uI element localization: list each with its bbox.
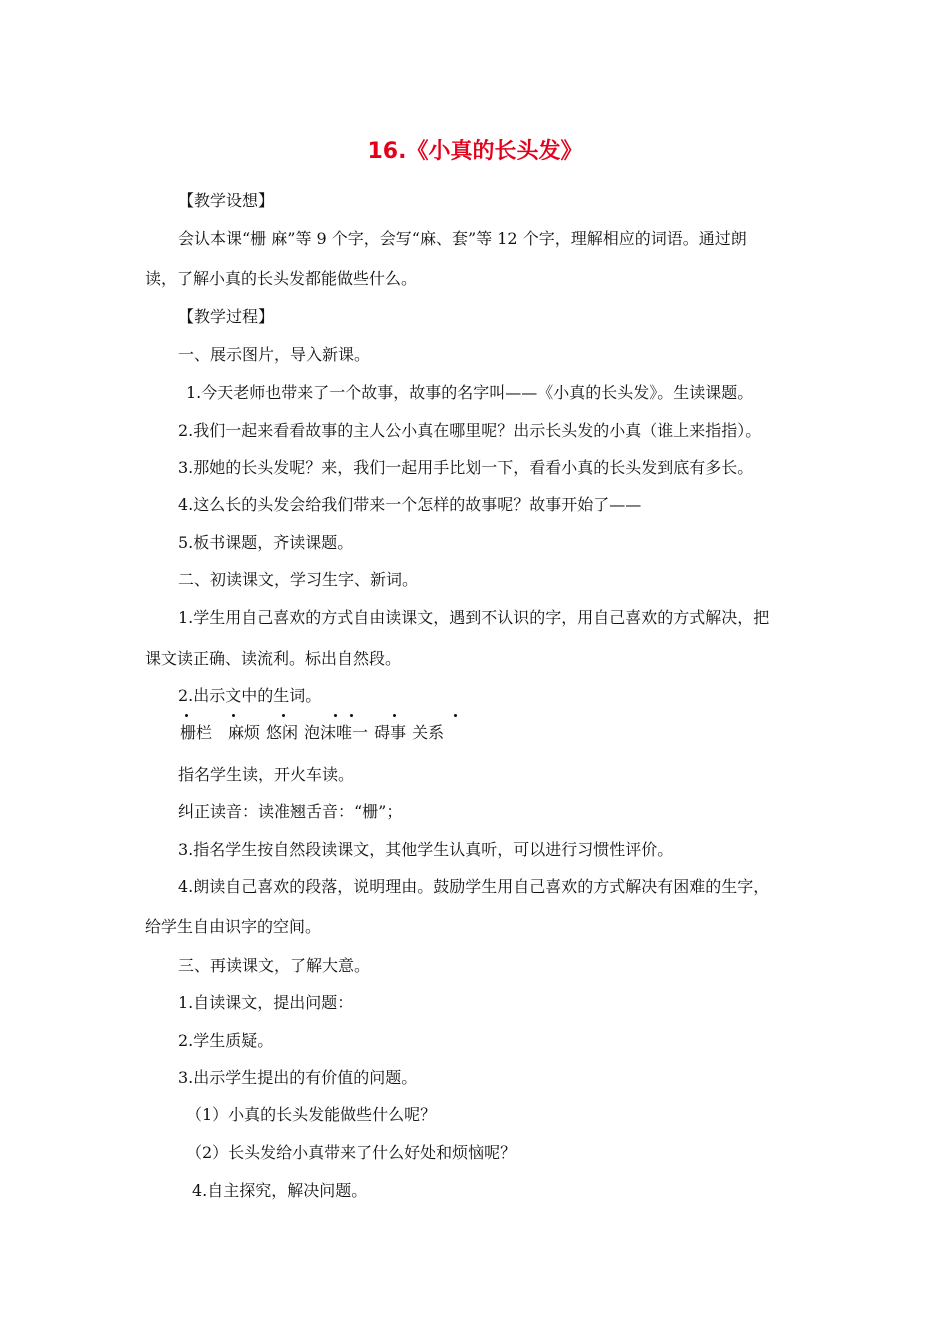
emphasis-dot [185, 714, 188, 717]
paragraph-line: 读，了解小真的长头发都能做些什么。 [145, 269, 418, 288]
list-item: 2.学生质疑。 [178, 1031, 274, 1050]
emphasis-dot [282, 714, 285, 717]
emphasis-dot [350, 714, 353, 717]
list-item: 3.指名学生按自然段读课文，其他学生认真听，可以进行习惯性评价。 [178, 840, 674, 859]
emphasis-dot [334, 714, 337, 717]
list-item: 1.自读课文，提出问题： [178, 993, 354, 1012]
vocab-word: 麻烦 [228, 723, 261, 742]
process-heading: 【教学过程】 [178, 307, 275, 326]
list-item: 4.这么长的头发会给我们带来一个怎样的故事呢？故事开始了—— [178, 495, 642, 514]
list-item: 4.自主探究，解决问题。 [192, 1181, 368, 1200]
section-heading: 三、再读课文，了解大意。 [178, 956, 371, 975]
emphasis-dot [232, 714, 235, 717]
design-heading: 【教学设想】 [178, 191, 275, 210]
list-item: 3.那她的长头发呢？来，我们一起用手比划一下，看看小真的长头发到底有多长。 [178, 458, 754, 477]
vocab-word: 泡沫唯一 [304, 723, 369, 742]
question-item: （1）小真的长头发能做些什么呢？ [186, 1105, 437, 1124]
list-item: 2.我们一起来看看故事的主人公小真在哪里呢？出示长头发的小真（谁上来指指）。 [178, 421, 762, 440]
paragraph-line: 纠正读音：读准翘舌音：“栅”； [178, 802, 403, 821]
vocab-word: 栅栏 [180, 723, 213, 742]
section-heading: 一、展示图片，导入新课。 [178, 345, 371, 364]
list-item-continued: 给学生自由识字的空间。 [145, 917, 322, 936]
paragraph-line: 会认本课“栅 麻”等 9 个字，会写“麻、套”等 12 个字，理解相应的词语。通过朗 [178, 229, 747, 248]
vocab-word: 关系 [412, 723, 445, 742]
question-item: （2）长头发给小真带来了什么好处和烦恼呢？ [186, 1143, 517, 1162]
paragraph-line: 指名学生读，开火车读。 [178, 765, 355, 784]
list-item: 2.出示文中的生词。 [178, 686, 322, 705]
page-title: 16.《小真的长头发》 [367, 139, 583, 164]
vocab-word: 碍事 [374, 723, 407, 742]
list-item: 1.学生用自己喜欢的方式自由读课文，遇到不认识的字，用自己喜欢的方式解决，把 [178, 608, 770, 627]
list-item-continued: 课文读正确、读流利。标出自然段。 [145, 649, 402, 668]
list-item: 5.板书课题，齐读课题。 [178, 533, 354, 552]
list-item: 4.朗读自己喜欢的段落，说明理由。鼓励学生用自己喜欢的方式解决有困难的生字， [178, 877, 770, 896]
section-heading: 二、初读课文，学习生字、新词。 [178, 570, 419, 589]
list-item: 3.出示学生提出的有价值的问题。 [178, 1068, 418, 1087]
emphasis-dot [454, 714, 457, 717]
list-item: 1.今天老师也带来了一个故事，故事的名字叫——《小真的长头发》。生读课题。 [186, 383, 754, 402]
vocabulary-list [180, 722, 450, 744]
emphasis-dot [393, 714, 396, 717]
vocab-word: 悠闲 [266, 723, 299, 742]
